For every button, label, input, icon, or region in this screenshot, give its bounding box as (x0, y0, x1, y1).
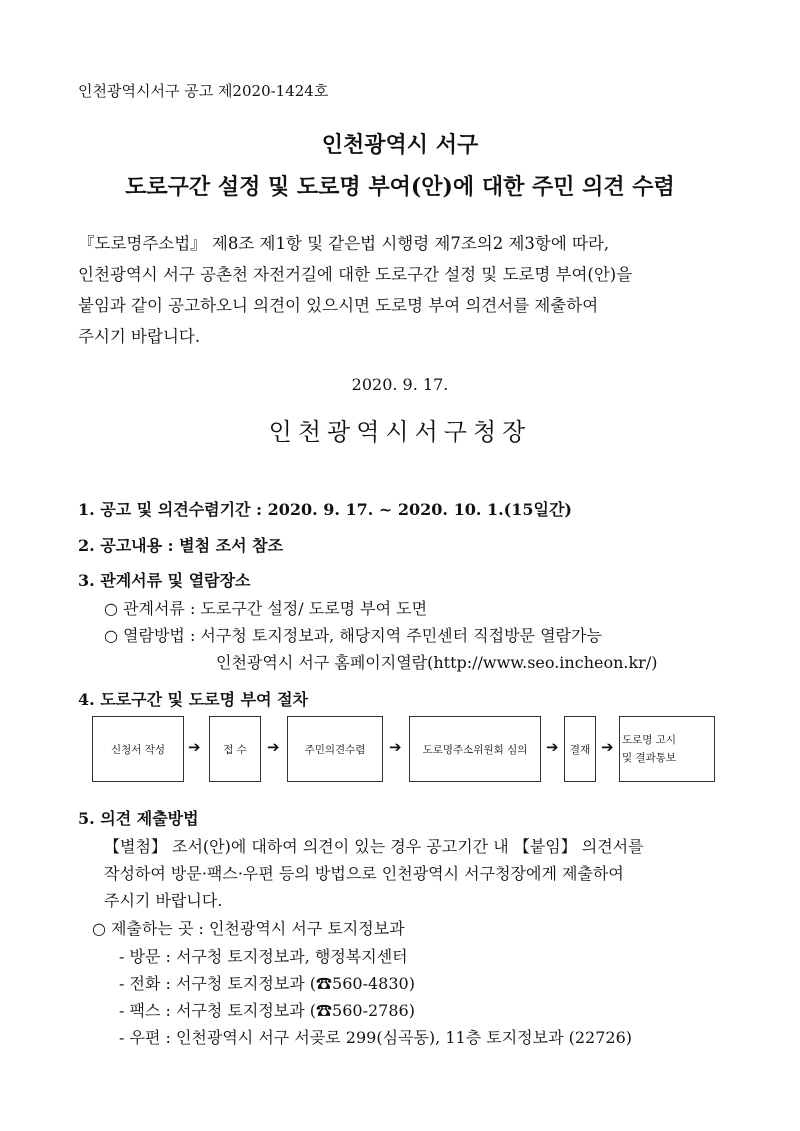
intro-paragraph (78, 228, 723, 352)
flow-step: 신청서 작성 (92, 716, 184, 782)
section-3-item: ○ 열람방법 : 서구청 토지정보과, 해당지역 주민센터 직접방문 열람가능 (104, 626, 602, 645)
section-3-heading: 3. 관계서류 및 열람장소 (78, 571, 251, 590)
flow-step-line: 및 결과통보 (622, 752, 677, 764)
title-line-1: 인천광역시 서구 (321, 132, 479, 158)
arrow-right-icon: ➔ (546, 738, 559, 756)
flow-step-line: 도로명 고시 (622, 734, 677, 746)
submission-method: - 팩스 : 서구청 토지정보과 (☎560-2786) (119, 1001, 415, 1020)
section-5-body: 【별첨】 조서(안)에 대하여 의견이 있는 경우 공고기간 내 【붙임】 의견서를 (104, 837, 644, 856)
submission-method: - 전화 : 서구청 토지정보과 (☎560-4830) (119, 974, 415, 993)
submission-method: - 방문 : 서구청 토지정보과, 행정복지센터 (119, 947, 408, 966)
flow-step: 결재 (564, 716, 596, 782)
section-5-body: 작성하여 방문·팩스·우편 등의 방법으로 인천광역시 서구청장에게 제출하여 (104, 864, 624, 883)
intro-line: 『도로명주소법』 제8조 제1항 및 같은법 시행령 제7조의2 제3항에 따라, (78, 234, 610, 253)
flow-step: 주민의견수렴 (287, 716, 383, 782)
arrow-right-icon: ➔ (601, 738, 614, 756)
intro-line: 인천광역시 서구 공촌천 자전거길에 대한 도로구간 설정 및 도로명 부여(안)을 (78, 265, 633, 284)
section-5-body: 주시기 바랍니다. (104, 891, 223, 910)
section-3-item: 인천광역시 서구 홈페이지열람(http://www.seo.incheon.kr/) (216, 653, 658, 672)
flow-step: 접 수 (209, 716, 261, 782)
notice-date: 2020. 9. 17. (351, 375, 449, 394)
arrow-right-icon: ➔ (188, 738, 201, 756)
submission-place: ○ 제출하는 곳 : 인천광역시 서구 토지정보과 (92, 919, 405, 938)
section-5-heading: 5. 의견 제출방법 (78, 809, 199, 828)
issuer: 인천광역시서구청장 (268, 418, 532, 446)
intro-line: 붙임과 같이 공고하오니 의견이 있으시면 도로명 부여 의견서를 제출하여 (78, 296, 599, 315)
submission-method: - 우편 : 인천광역시 서구 서곶로 299(심곡동), 11층 토지정보과 (22726) (119, 1028, 632, 1047)
section-3-item: ○ 관계서류 : 도로구간 설정/ 도로명 부여 도면 (104, 599, 428, 618)
section-2: 2. 공고내용 : 별첨 조서 참조 (78, 536, 284, 555)
arrow-right-icon: ➔ (389, 738, 402, 756)
section-1: 1. 공고 및 의견수렴기간 : 2020. 9. 17. ~ 2020. 10. 1.(15일간) (78, 500, 572, 519)
notice-number: 인천광역시서구 공고 제2020-1424호 (78, 82, 329, 100)
flow-step-final (619, 716, 715, 782)
intro-line: 주시기 바랍니다. (78, 327, 201, 346)
arrow-right-icon: ➔ (267, 738, 280, 756)
title-line-2: 도로구간 설정 및 도로명 부여(안)에 대한 주민 의견 수렴 (125, 174, 675, 200)
flow-step: 도로명주소위원회 심의 (409, 716, 541, 782)
section-4-heading: 4. 도로구간 및 도로명 부여 절차 (78, 690, 309, 709)
